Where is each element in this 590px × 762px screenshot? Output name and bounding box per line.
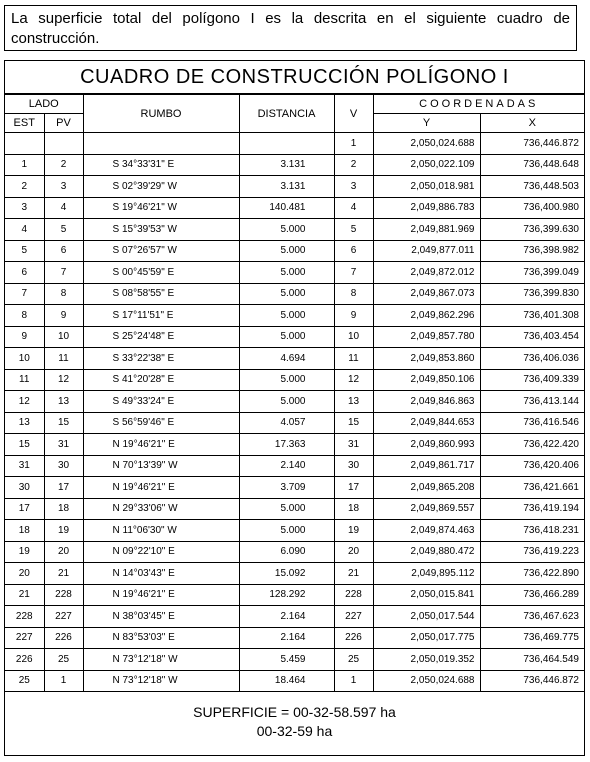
cell-est: 10 (5, 348, 44, 370)
cell-v: 15 (334, 412, 373, 434)
cell-v: 1 (334, 133, 373, 155)
cell-x: 736,399.630 (480, 219, 584, 241)
cell-y: 2,050,024.688 (373, 133, 480, 155)
cell-rumbo: N 73°12'18" W (83, 649, 239, 671)
cell-x: 736,399.049 (480, 262, 584, 284)
table-row (5, 412, 584, 434)
cell-distancia: 5.000 (239, 283, 334, 305)
cell-y: 2,050,017.544 (373, 606, 480, 628)
table-row (5, 348, 584, 370)
cell-rumbo: S 17°11'51" E (83, 305, 239, 327)
cell-rumbo: S 02°39'29" W (83, 176, 239, 198)
table-row (5, 477, 584, 499)
surface-rounded: 00-32-59 ha (256, 723, 333, 739)
cell-x: 736,413.144 (480, 391, 584, 413)
cell-rumbo: S 19°46'21" W (83, 197, 239, 219)
cell-x: 736,466.289 (480, 584, 584, 606)
cell-x: 736,403.454 (480, 326, 584, 348)
cell-x: 736,469.775 (480, 627, 584, 649)
cell-est: 2 (5, 176, 44, 198)
table-row (5, 197, 584, 219)
surface-value: SUPERFICIE = 00-32-58.597 ha (193, 704, 396, 720)
cell-est (5, 133, 44, 155)
table-row (5, 133, 584, 155)
cell-rumbo: S 49°33'24" E (83, 391, 239, 413)
cell-y: 2,050,018.981 (373, 176, 480, 198)
header-rumbo: RUMBO (83, 95, 239, 133)
cell-y: 2,049,867.073 (373, 283, 480, 305)
cell-x: 736,419.194 (480, 498, 584, 520)
header-distancia: DISTANCIA (239, 95, 334, 133)
cell-x: 736,446.872 (480, 670, 584, 692)
cell-distancia: 5.000 (239, 240, 334, 262)
cell-y: 2,049,869.557 (373, 498, 480, 520)
table-row (5, 455, 584, 477)
cell-y: 2,049,874.463 (373, 520, 480, 542)
cell-x: 736,399.830 (480, 283, 584, 305)
cell-distancia: 6.090 (239, 541, 334, 563)
cell-est: 15 (5, 434, 44, 456)
cell-x: 736,419.223 (480, 541, 584, 563)
cell-v: 228 (334, 584, 373, 606)
cell-v: 3 (334, 176, 373, 198)
cell-pv: 226 (44, 627, 83, 649)
table-row (5, 262, 584, 284)
table-row (5, 305, 584, 327)
cell-y: 2,049,881.969 (373, 219, 480, 241)
cell-v: 7 (334, 262, 373, 284)
header-pv: PV (44, 114, 83, 133)
header-lado: LADO (5, 95, 83, 114)
cell-distancia: 140.481 (239, 197, 334, 219)
table-row (5, 520, 584, 542)
cell-distancia: 2.164 (239, 627, 334, 649)
cell-y: 2,049,853.860 (373, 348, 480, 370)
cell-x: 736,420.406 (480, 455, 584, 477)
cell-y: 2,049,865.208 (373, 477, 480, 499)
cell-est: 5 (5, 240, 44, 262)
cell-y: 2,050,017.775 (373, 627, 480, 649)
cell-est: 25 (5, 670, 44, 692)
table-row (5, 240, 584, 262)
cell-y: 2,049,857.780 (373, 326, 480, 348)
cell-pv: 25 (44, 649, 83, 671)
cell-pv: 12 (44, 369, 83, 391)
cell-pv: 11 (44, 348, 83, 370)
cell-x: 736,400.980 (480, 197, 584, 219)
cell-distancia: 5.000 (239, 498, 334, 520)
cell-distancia: 4.057 (239, 412, 334, 434)
cell-y: 2,049,872.012 (373, 262, 480, 284)
header-y: Y (373, 114, 480, 133)
construction-table-frame (4, 60, 585, 756)
cell-x: 736,401.308 (480, 305, 584, 327)
surface-summary (5, 692, 584, 741)
table-body (5, 133, 584, 692)
cell-x: 736,409.339 (480, 369, 584, 391)
cell-x: 736,467.623 (480, 606, 584, 628)
cell-pv: 3 (44, 176, 83, 198)
cell-est: 19 (5, 541, 44, 563)
cell-v: 18 (334, 498, 373, 520)
header-v: V (334, 95, 373, 133)
table-row (5, 670, 584, 692)
cell-rumbo: N 38°03'45" E (83, 606, 239, 628)
cell-pv: 13 (44, 391, 83, 413)
cell-distancia: 3.131 (239, 154, 334, 176)
cell-distancia: 5.000 (239, 520, 334, 542)
cell-pv: 7 (44, 262, 83, 284)
cell-est: 12 (5, 391, 44, 413)
cell-pv: 19 (44, 520, 83, 542)
table-row (5, 434, 584, 456)
cell-distancia: 5.000 (239, 369, 334, 391)
cell-x: 736,448.503 (480, 176, 584, 198)
cell-est: 21 (5, 584, 44, 606)
cell-v: 19 (334, 520, 373, 542)
cell-x: 736,464.549 (480, 649, 584, 671)
cell-v: 17 (334, 477, 373, 499)
cell-rumbo: S 08°58'55" E (83, 283, 239, 305)
cell-y: 2,049,880.472 (373, 541, 480, 563)
cell-distancia: 5.000 (239, 219, 334, 241)
table-row (5, 369, 584, 391)
cell-distancia: 18.464 (239, 670, 334, 692)
table-row (5, 541, 584, 563)
table-row (5, 627, 584, 649)
cell-distancia: 4.694 (239, 348, 334, 370)
cell-y: 2,049,861.717 (373, 455, 480, 477)
cell-est: 6 (5, 262, 44, 284)
cell-x: 736,422.420 (480, 434, 584, 456)
cell-y: 2,049,844.653 (373, 412, 480, 434)
cell-v: 12 (334, 369, 373, 391)
cell-x: 736,398.982 (480, 240, 584, 262)
cell-y: 2,049,895.112 (373, 563, 480, 585)
cell-est: 3 (5, 197, 44, 219)
cell-rumbo: S 15°39'53" W (83, 219, 239, 241)
cell-pv: 4 (44, 197, 83, 219)
construction-table (5, 94, 584, 692)
cell-pv: 30 (44, 455, 83, 477)
cell-y: 2,049,877.011 (373, 240, 480, 262)
cell-est: 226 (5, 649, 44, 671)
cell-rumbo: N 09°22'10" E (83, 541, 239, 563)
cell-pv: 18 (44, 498, 83, 520)
cell-rumbo: S 00°45'59" E (83, 262, 239, 284)
cell-v: 226 (334, 627, 373, 649)
cell-est: 17 (5, 498, 44, 520)
cell-pv: 2 (44, 154, 83, 176)
cell-rumbo: N 73°12'18" W (83, 670, 239, 692)
cell-rumbo: N 70°13'39" W (83, 455, 239, 477)
table-row (5, 391, 584, 413)
cell-est: 9 (5, 326, 44, 348)
header-coordenadas: COORDENADAS (373, 95, 584, 114)
cell-rumbo: S 56°59'46" E (83, 412, 239, 434)
intro-paragraph: La superficie total del polígono I es la descrita en el siguiente cuadro de construcción. (4, 5, 577, 51)
cell-distancia: 15.092 (239, 563, 334, 585)
cell-v: 13 (334, 391, 373, 413)
cell-distancia: 2.140 (239, 455, 334, 477)
cell-v: 2 (334, 154, 373, 176)
cell-v: 5 (334, 219, 373, 241)
cell-v: 21 (334, 563, 373, 585)
table-row (5, 176, 584, 198)
cell-v: 31 (334, 434, 373, 456)
cell-y: 2,049,886.783 (373, 197, 480, 219)
cell-rumbo: S 25°24'48" E (83, 326, 239, 348)
cell-rumbo: N 19°46'21" E (83, 434, 239, 456)
cell-y: 2,049,846.863 (373, 391, 480, 413)
cell-x: 736,416.546 (480, 412, 584, 434)
cell-v: 10 (334, 326, 373, 348)
cell-est: 13 (5, 412, 44, 434)
cell-x: 736,446.872 (480, 133, 584, 155)
cell-pv: 10 (44, 326, 83, 348)
cell-pv: 1 (44, 670, 83, 692)
cell-rumbo (83, 133, 239, 155)
table-row (5, 154, 584, 176)
cell-est: 228 (5, 606, 44, 628)
cell-v: 9 (334, 305, 373, 327)
cell-y: 2,049,862.296 (373, 305, 480, 327)
cell-est: 11 (5, 369, 44, 391)
table-title: CUADRO DE CONSTRUCCIÓN POLÍGONO I (5, 61, 584, 94)
cell-x: 736,406.036 (480, 348, 584, 370)
cell-rumbo: S 41°20'28" E (83, 369, 239, 391)
cell-est: 31 (5, 455, 44, 477)
cell-pv: 228 (44, 584, 83, 606)
cell-v: 227 (334, 606, 373, 628)
table-row (5, 498, 584, 520)
cell-v: 6 (334, 240, 373, 262)
cell-est: 4 (5, 219, 44, 241)
cell-distancia: 5.459 (239, 649, 334, 671)
cell-distancia: 3.709 (239, 477, 334, 499)
cell-pv: 8 (44, 283, 83, 305)
cell-pv (44, 133, 83, 155)
cell-rumbo: N 19°46'21" E (83, 477, 239, 499)
cell-rumbo: N 19°46'21" E (83, 584, 239, 606)
header-x: X (480, 114, 584, 133)
cell-y: 2,050,019.352 (373, 649, 480, 671)
cell-v: 25 (334, 649, 373, 671)
cell-distancia: 5.000 (239, 262, 334, 284)
table-row (5, 649, 584, 671)
cell-v: 20 (334, 541, 373, 563)
cell-est: 7 (5, 283, 44, 305)
cell-rumbo: N 29°33'06" W (83, 498, 239, 520)
cell-x: 736,448.648 (480, 154, 584, 176)
table-row (5, 326, 584, 348)
cell-rumbo: N 11°06'30" W (83, 520, 239, 542)
table-row (5, 563, 584, 585)
cell-est: 8 (5, 305, 44, 327)
cell-distancia: 5.000 (239, 305, 334, 327)
cell-pv: 31 (44, 434, 83, 456)
cell-rumbo: N 83°53'03" E (83, 627, 239, 649)
table-row (5, 584, 584, 606)
cell-y: 2,049,860.993 (373, 434, 480, 456)
cell-v: 30 (334, 455, 373, 477)
cell-est: 20 (5, 563, 44, 585)
cell-pv: 21 (44, 563, 83, 585)
cell-rumbo: S 33°22'38" E (83, 348, 239, 370)
cell-y: 2,050,022.109 (373, 154, 480, 176)
cell-pv: 227 (44, 606, 83, 628)
cell-v: 4 (334, 197, 373, 219)
cell-y: 2,049,850.106 (373, 369, 480, 391)
cell-v: 11 (334, 348, 373, 370)
cell-x: 736,421.661 (480, 477, 584, 499)
table-row (5, 606, 584, 628)
cell-est: 227 (5, 627, 44, 649)
table-row (5, 283, 584, 305)
cell-distancia: 128.292 (239, 584, 334, 606)
cell-v: 1 (334, 670, 373, 692)
cell-est: 18 (5, 520, 44, 542)
cell-pv: 9 (44, 305, 83, 327)
cell-est: 30 (5, 477, 44, 499)
cell-pv: 6 (44, 240, 83, 262)
cell-distancia: 5.000 (239, 326, 334, 348)
table-row (5, 219, 584, 241)
cell-distancia: 17.363 (239, 434, 334, 456)
cell-pv: 20 (44, 541, 83, 563)
cell-pv: 15 (44, 412, 83, 434)
cell-est: 1 (5, 154, 44, 176)
cell-v: 8 (334, 283, 373, 305)
cell-distancia (239, 133, 334, 155)
cell-distancia: 5.000 (239, 391, 334, 413)
cell-rumbo: S 07°26'57" W (83, 240, 239, 262)
cell-pv: 5 (44, 219, 83, 241)
cell-x: 736,418.231 (480, 520, 584, 542)
cell-distancia: 3.131 (239, 176, 334, 198)
cell-rumbo: N 14°03'43" E (83, 563, 239, 585)
header-est: EST (5, 114, 44, 133)
cell-distancia: 2.164 (239, 606, 334, 628)
cell-x: 736,422.890 (480, 563, 584, 585)
cell-y: 2,050,015.841 (373, 584, 480, 606)
cell-rumbo: S 34°33'31" E (83, 154, 239, 176)
cell-pv: 17 (44, 477, 83, 499)
cell-y: 2,050,024.688 (373, 670, 480, 692)
